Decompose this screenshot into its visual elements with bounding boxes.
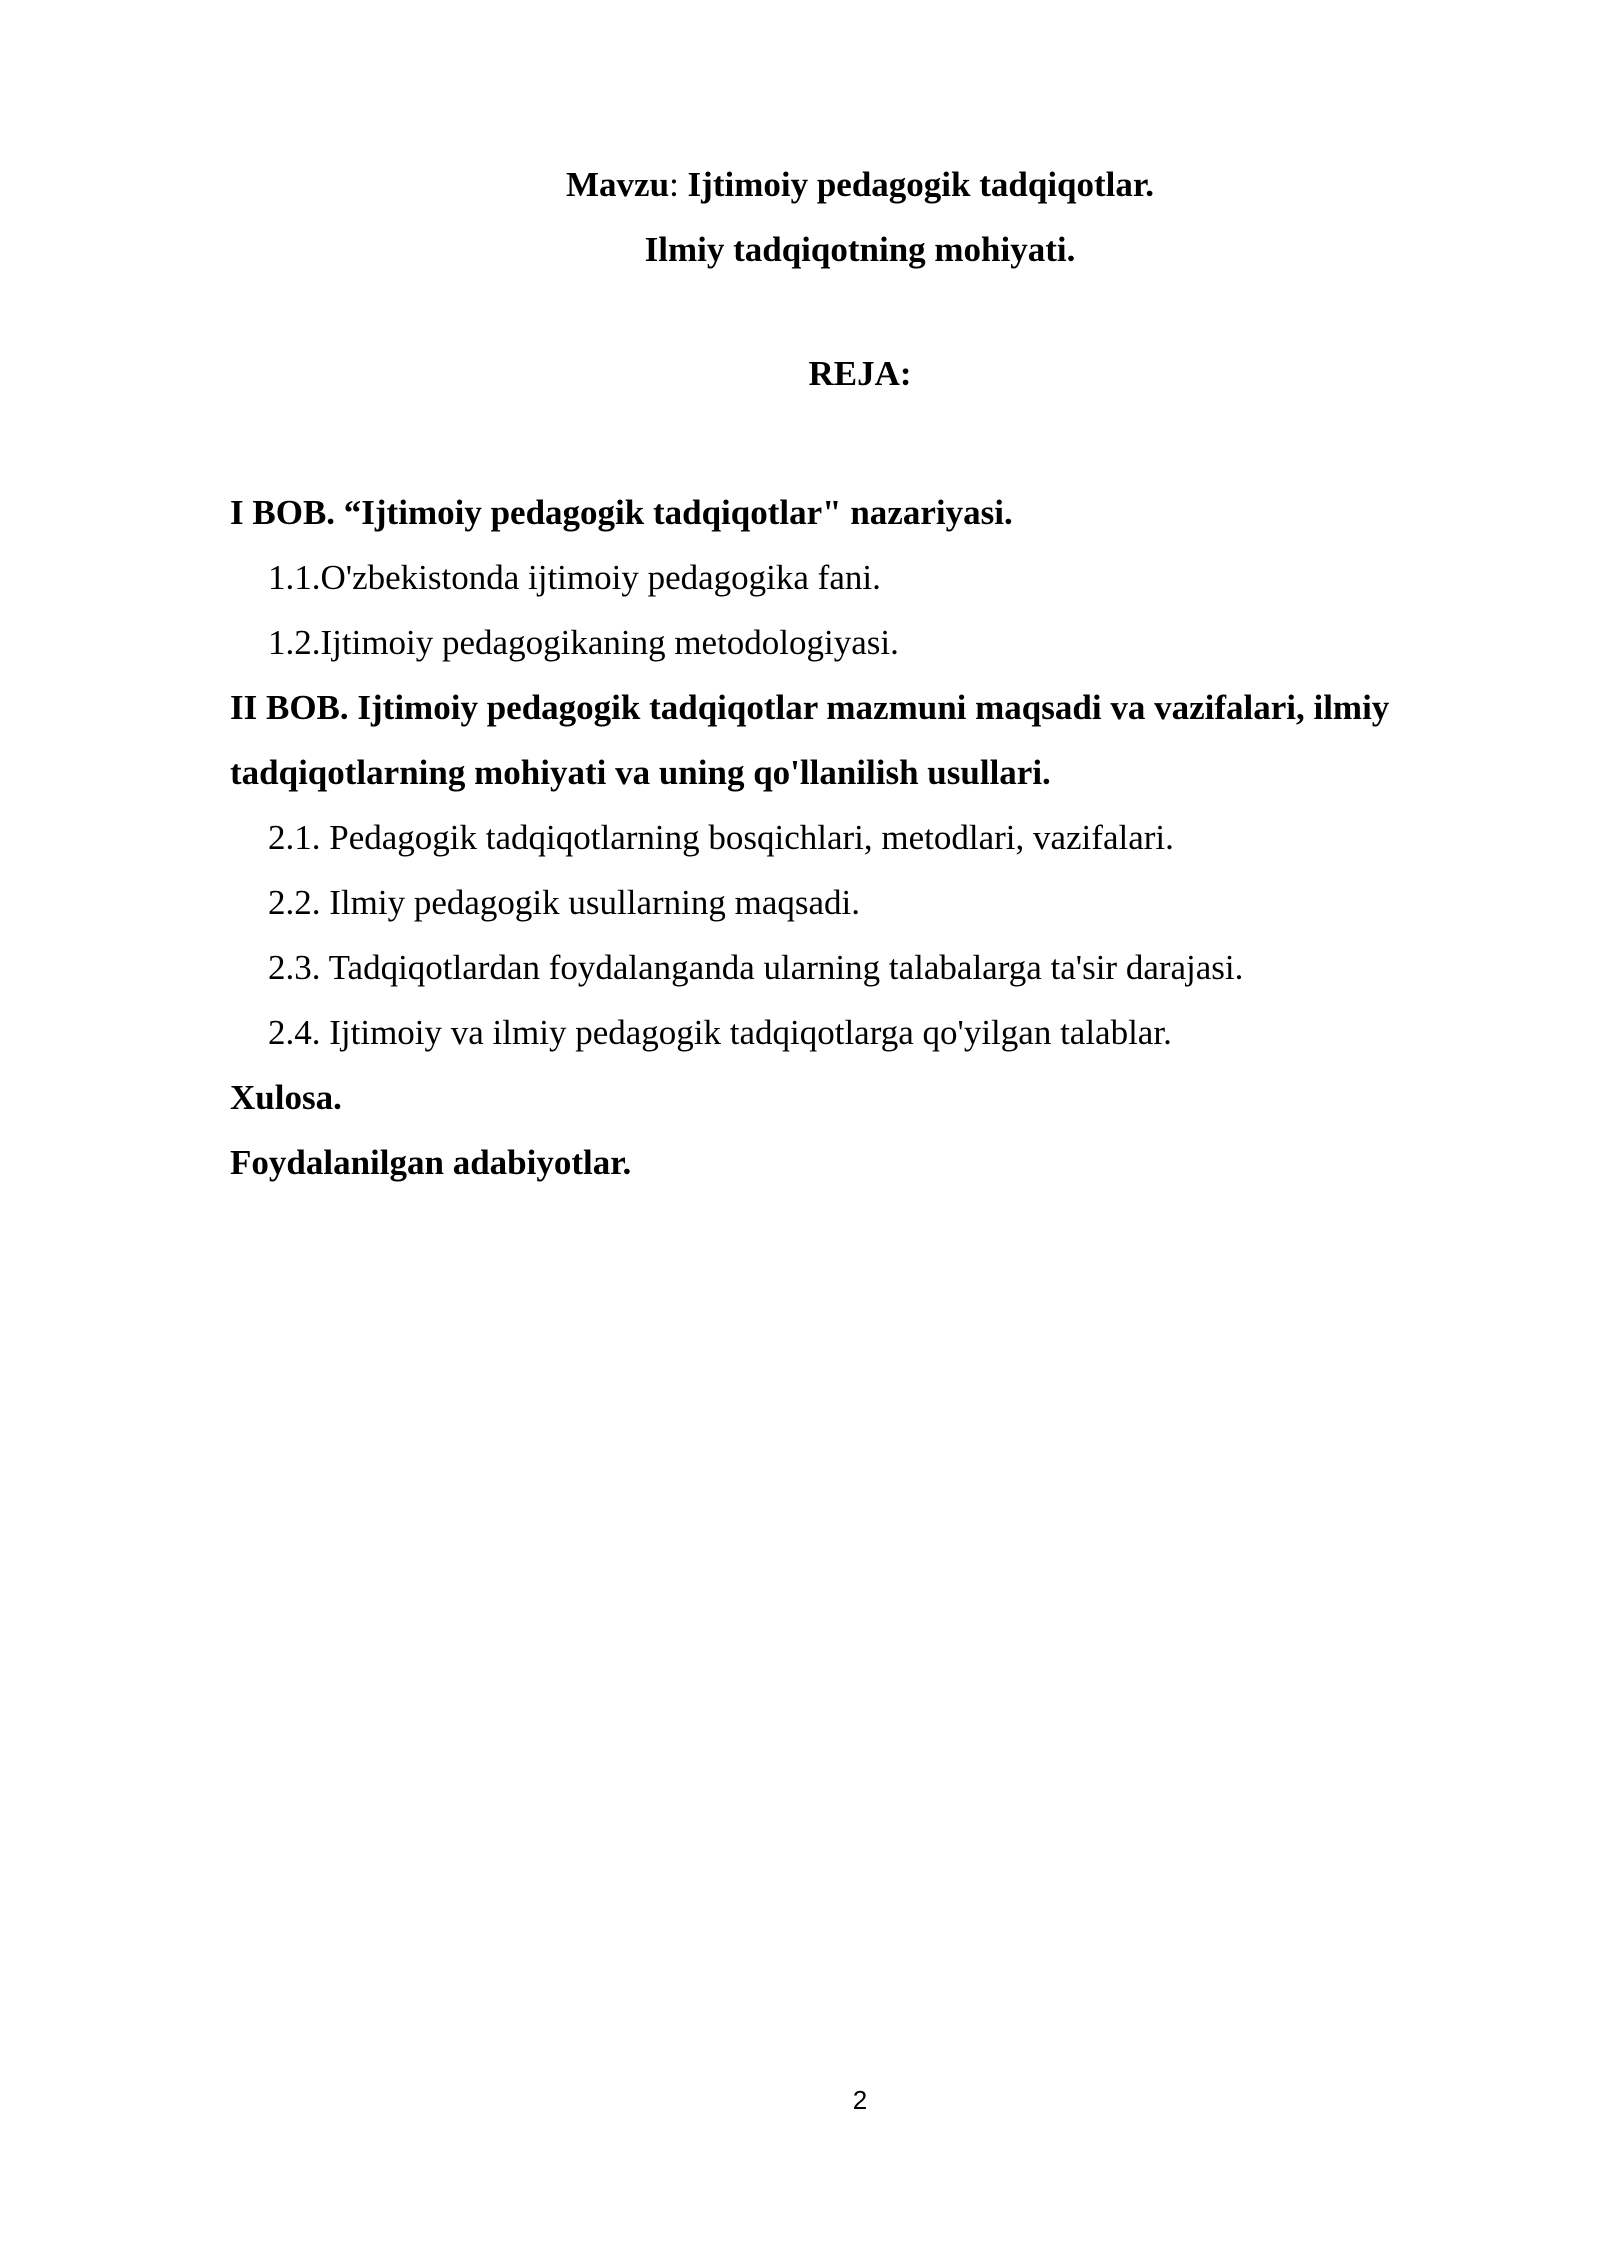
title-text-1: Ijtimoiy pedagogik tadqiqotlar. (687, 165, 1154, 204)
title-line-1 (0, 152, 1600, 217)
mavzu-colon: : (669, 165, 679, 204)
toc-chapter-1: I BOB. “Ijtimoiy pedagogik tadqiqotlar" nazariyasi. (230, 493, 1013, 532)
title-line-2: Ilmiy tadqiqotning mohiyati. (644, 230, 1076, 269)
toc-section-2-3: 2.3. Tadqiqotlardan foydalanganda ularning talabalarga ta'sir darajasi. (268, 948, 1244, 987)
toc-section-1-2: 1.2.Ijtimoiy pedagogikaning metodologiyasi. (268, 623, 899, 662)
toc-section-1-1: 1.1.O'zbekistonda ijtimoiy pedagogika fani. (268, 558, 881, 597)
toc-chapter-2-line-2: tadqiqotlarning mohiyati va uning qo'llanilish usullari. (230, 753, 1051, 792)
table-of-contents (230, 480, 1510, 1195)
toc-section-2-2: 2.2. Ilmiy pedagogik usullarning maqsadi. (268, 883, 860, 922)
mavzu-label: Mavzu (566, 165, 670, 204)
toc-references: Foydalanilgan adabiyotlar. (230, 1143, 632, 1182)
toc-section-2-1: 2.1. Pedagogik tadqiqotlarning bosqichlari, metodlari, vazifalari. (268, 818, 1174, 857)
toc-chapter-2-line-1: II BOB. Ijtimoiy pedagogik tadqiqotlar mazmuni maqsadi va vazifalari, ilmiy (230, 688, 1390, 727)
page-number: 2 (852, 2085, 868, 2115)
toc-conclusion: Xulosa. (230, 1078, 342, 1117)
toc-section-2-4: 2.4. Ijtimoiy va ilmiy pedagogik tadqiqotlarga qo'yilgan talablar. (268, 1013, 1172, 1052)
plan-heading: REJA: (808, 354, 912, 393)
title-block (0, 152, 1600, 282)
